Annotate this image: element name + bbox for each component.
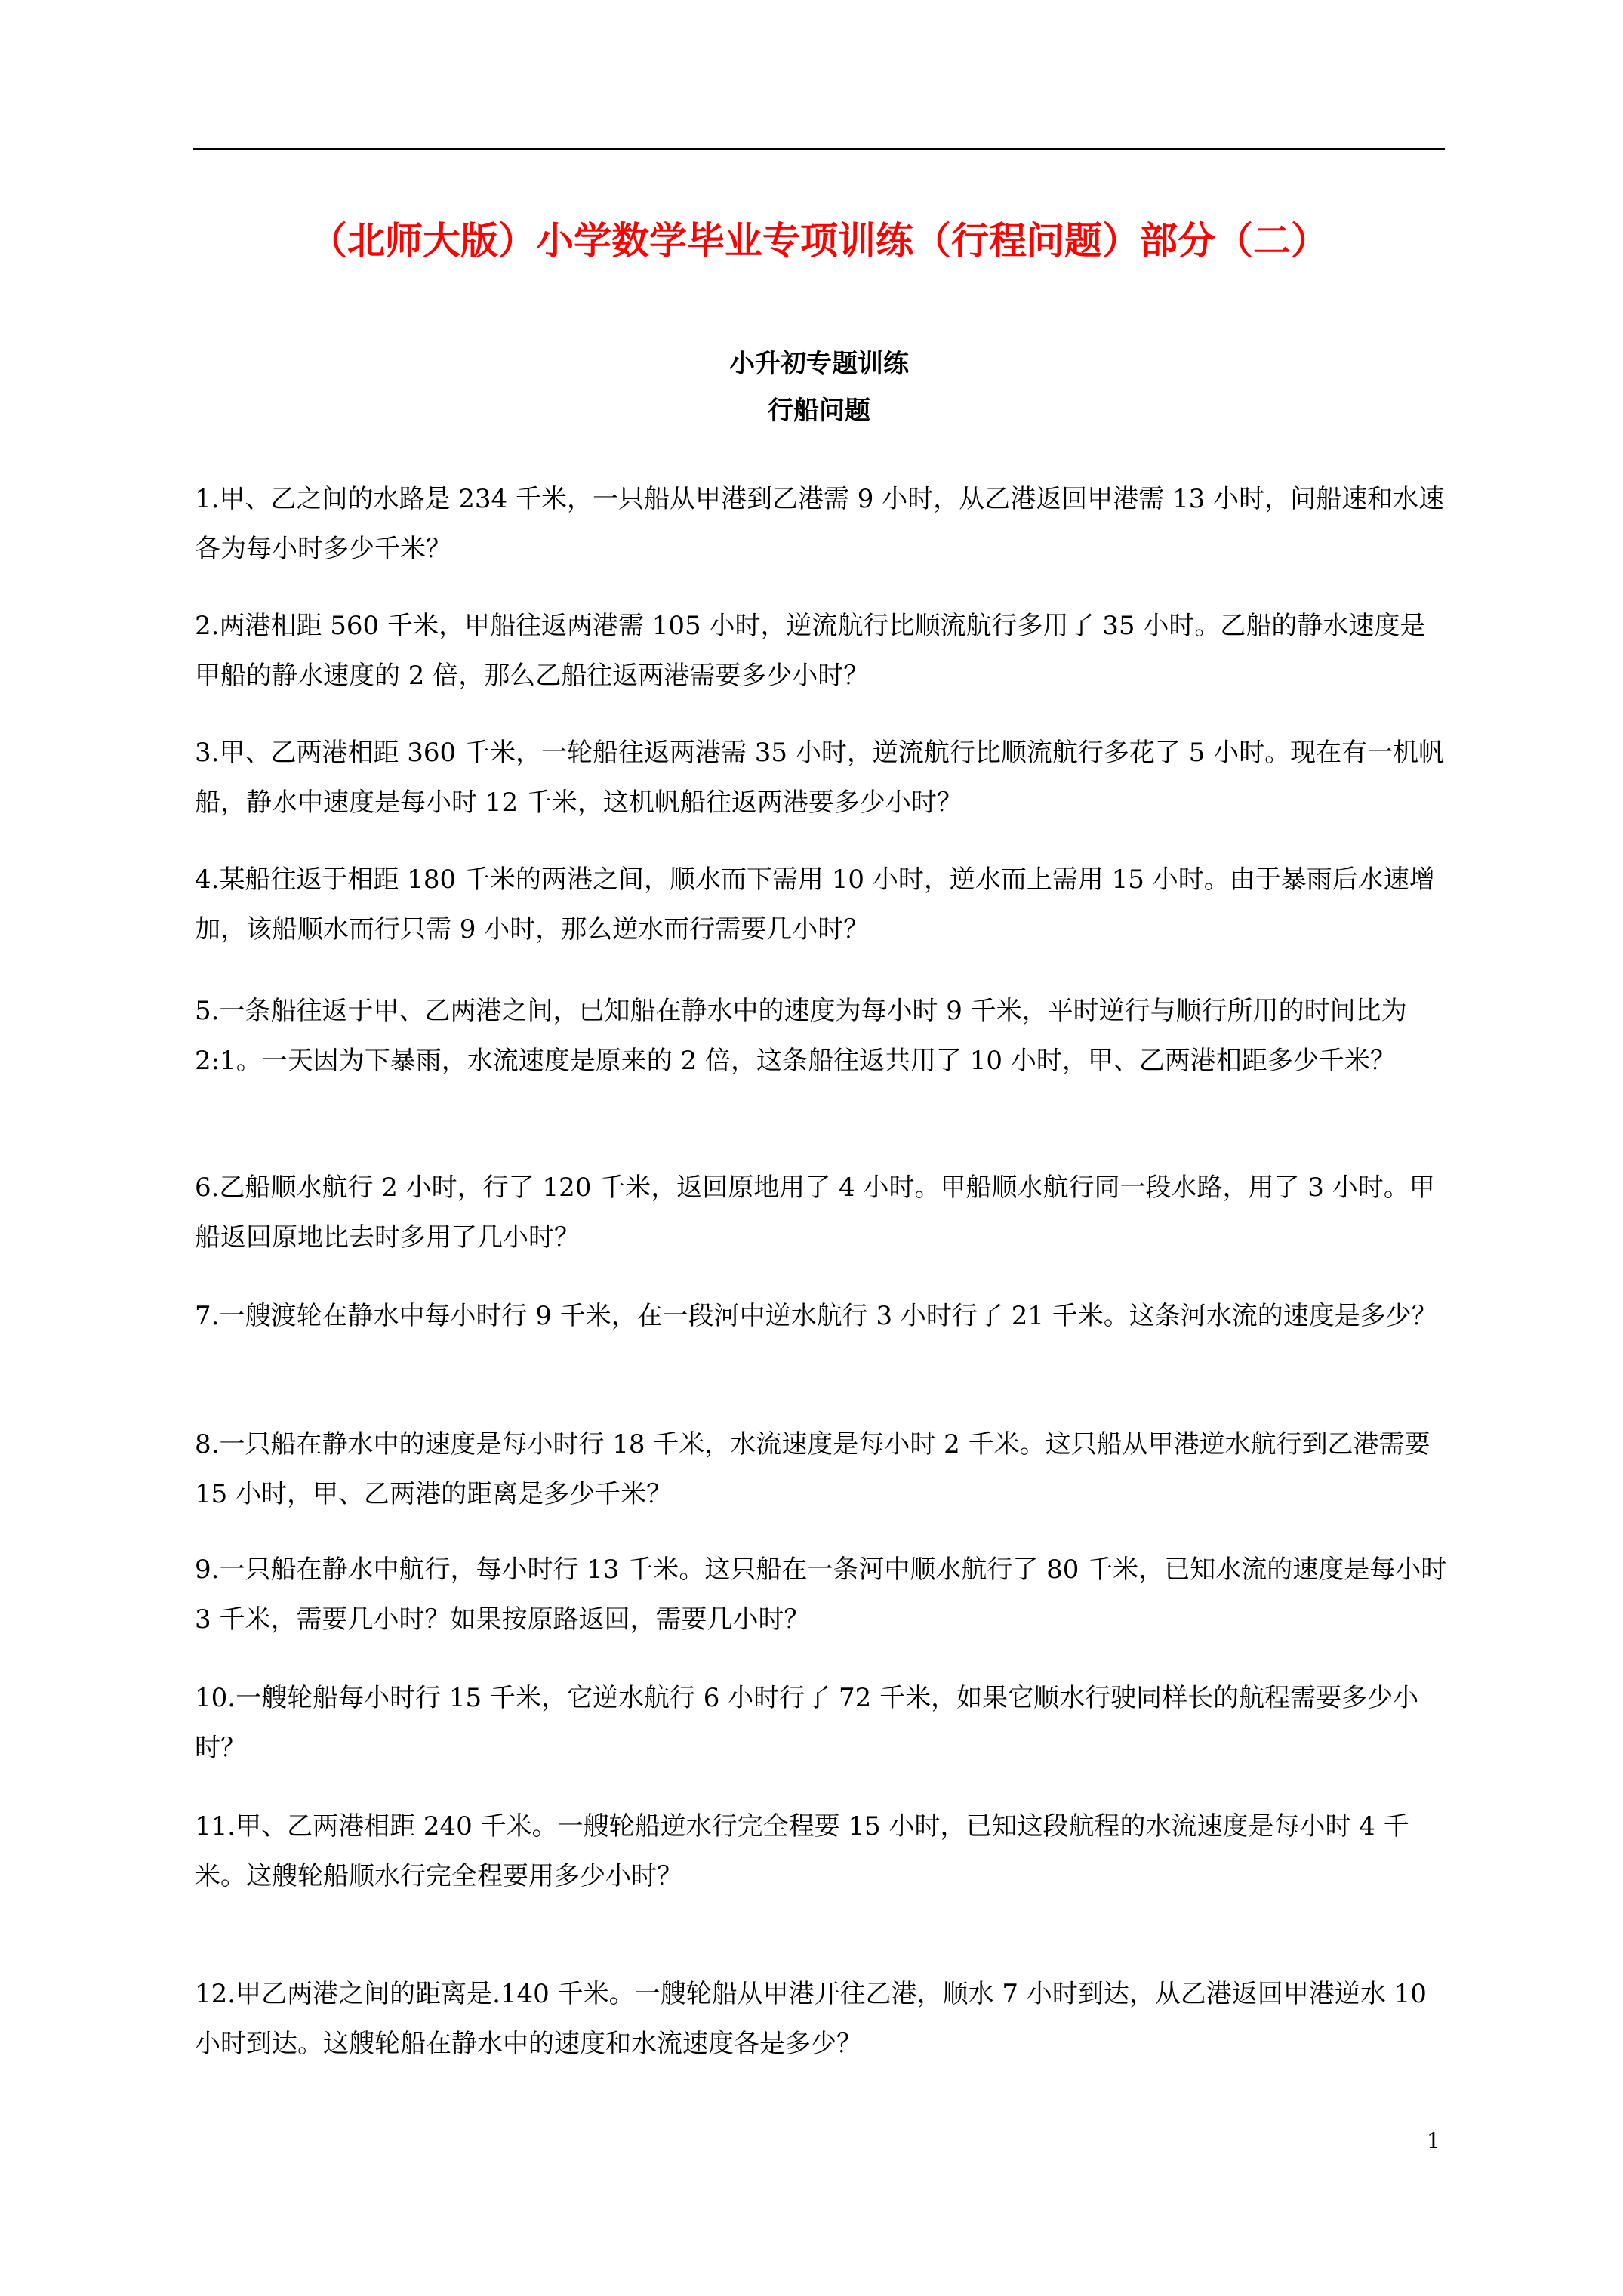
question-2: 2.两港相距 560 千米，甲船往返两港需 105 小时，逆流航行比顺流航行多用了 35 小时。乙船的静水速度是甲船的静水速度的 2 倍，那么乙船往返两港需要多少小时？: [195, 611, 1426, 691]
section-title: 行船问题: [768, 396, 870, 426]
question-11: 11.甲、乙两港相距 240 千米。一艘轮船逆水行完全程要 15 小时，已知这段航程的水流速度是每小时 4 千米。这艘轮船顺水行完全程要用多少小时？: [195, 1811, 1409, 1891]
question-6: 6.乙船顺水航行 2 小时，行了 120 千米，返回原地用了 4 小时。甲船顺水航行同一段水路，用了 3 小时。甲船返回原地比去时多用了几小时？: [195, 1173, 1435, 1253]
question-12: 12.甲乙两港之间的距离是.140 千米。一艘轮船从甲港开往乙港，顺水 7 小时到达，从乙港返回甲港逆水 10 小时到达。这艘轮船在静水中的速度和水流速度各是多少？: [195, 1979, 1427, 2059]
question-7: 7.一艘渡轮在静水中每小时行 9 千米，在一段河中逆水航行 3 小时行了 21 千米。这条河水流的速度是多少？: [195, 1301, 1437, 1331]
question-5: 5.一条船往返于甲、乙两港之间，已知船在静水中的速度为每小时 9 千米，平时逆行与顺行所用的时间比为 2:1。一天因为下暴雨，水流速度是原来的 2 倍，这条船往返共用了 10 小时，甲、乙两港相距多少千米？: [195, 996, 1407, 1076]
question-4: 4.某船往返于相距 180 千米的两港之间，顺水而下需用 10 小时，逆水而上需用 15 小时。由于暴雨后水速增加，该船顺水而行只需 9 小时，那么逆水而行需要几小时？: [195, 864, 1435, 945]
question-10: 10.一艘轮船每小时行 15 千米，它逆水航行 6 小时行了 72 千米，如果它顺水行驶同样长的航程需要多少小时？: [195, 1683, 1419, 1763]
question-1: 1.甲、乙之间的水路是 234 千米，一只船从甲港到乙港需 9 小时，从乙港返回甲港需 13 小时，问船速和水速各为每小时多少千米？: [195, 484, 1445, 564]
subheading: 小升初专题训练: [729, 349, 909, 379]
question-3: 3.甲、乙两港相距 360 千米，一轮船往返两港需 35 小时，逆流航行比顺流航行多花了 5 小时。现在有一机帆船，静水中速度是每小时 12 千米，这机帆船往返两港要多少小时？: [195, 738, 1445, 818]
question-8: 8.一只船在静水中的速度是每小时行 18 千米，水流速度是每小时 2 千米。这只船从甲港逆水航行到乙港需要 15 小时，甲、乙两港的距离是多少千米？: [195, 1429, 1431, 1509]
header-rule: [193, 148, 1445, 150]
page-number: 1: [1427, 2128, 1440, 2153]
question-9: 9.一只船在静水中航行，每小时行 13 千米。这只船在一条河中顺水航行了 80 千米，已知水流的速度是每小时 3 千米，需要几小时？如果按原路返回，需要几小时？: [195, 1555, 1447, 1635]
document-title: （北师大版）小学数学毕业专项训练（行程问题）部分（二）: [310, 218, 1329, 263]
